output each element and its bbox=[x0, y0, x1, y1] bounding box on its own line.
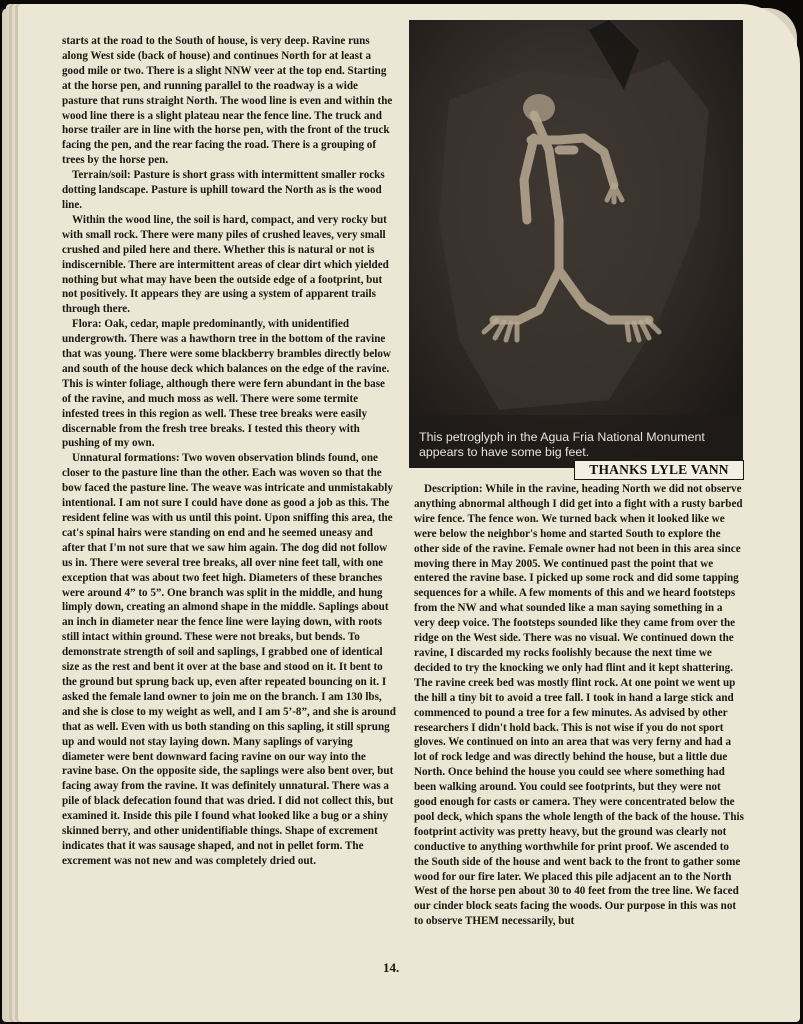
paragraph-description: Description: While in the ravine, heading North we did not observe anything abnormal although I did get into a fight with a rusty barbed wire fence. The fence won. We turned back when it looked like we were below the neighbor's home and started South to explore the other side of the ravine. Female owner had not been in this area since moving there in May 2005. We continued past the point that we entered the ravine base. I picked up some rock and did some tapping sequences for a while. A few moments of this and we heard footsteps from the NW and what sounded like a man saying something in a very deep voice. The footsteps sounded like they came from over the ridge on the West side. There was no visual. We continued down the ravine, I discarded my rocks foolishly because the next time we decided to try the knocking we only had flint and it kept shattering. The ravine creek bed was mostly flint rock. At one point we went up the hill a tiny bit to avoid a tree fall. I took in hand a large stick and commenced to pound a tree for a few minutes. As advised by other researchers I didn't hold back. This is not wise if you do not sport gloves. We continued on into an area that was very ferny and had a lot of rock ledge and was directly behind the house, but a little due North. Once behind the house you could see where something had been walking around. You could see footprints, but they were not good enough for casts or camera. They were concentrated below the pool deck, which spans the whole length of the back of the house. This footprint activity was pretty heavy, but the ground was clearly not conductive to anything worthwhile for print proof. We ascended to the South side of the house and went back to the front to gather some wood for our fire later. We placed this pile adjacent an to the North West of the horse pen about 30 to 40 feet from the tree line. We faced our cinder block seats facing the woods. Our purpose in this was not to observe THEM necessarily, but bbox=[414, 483, 744, 928]
paragraph-site-layout: starts at the road to the South of house, is very deep. Ravine runs along West side (back of house) and continues North for at least a good mile or two. There is a slight NNW veer at the top end. Starting at the horse pen, and running parallel to the roadway is a wide pasture that runs straight North. The wood line is even and within the wood line there is a slight plateau near the fence line. The truck and horse trailer are in line with the horse pen, with the front of the truck facing the pen, and the rear facing the road. There is a grouping of trees by the horse pen. bbox=[62, 35, 393, 167]
paragraph-unnatural-formations: Unnatural formations: Two woven observation blinds found, one closer to the pasture line than the other. Each was woven so that the bow faced the pasture line. The weave was intricate and unmistakably intentional. I am not sure I could have done as good a job as this. The resident feline was with us until this point. Upon sniffing this area, the cat's spinal hairs were standing on end and he seemed uneasy and after that I'm not sure that we saw him again. The dog did not follow us in. There were several tree breaks, all over nine feet tall, with one exception that was about two feet high. Diameters of these branches were around 4” to 5”. One branch was split in the middle, and hung limply down, creating an almond shape in the middle. Saplings about an inch in diameter near the fence line were laying down, with roots still intact within ground. These were not breaks, but bends. To demonstrate strength of soil and saplings, I grabbed one of identical size as the rest and bent it over at the base and stood on it. It bent to the ground but sprung back up, even after repeated bouncing on it. I asked the female land owner to join me on the branch. I am 130 lbs, and she is close to my weight as well, and I am 5’-8”, and she is around that as well. Even with us both standing on this sapling, it still sprung up and would not stay laying down. Many saplings of varying diameter were bent downward facing ravine on our way into the ravine base. On the opposite side, the saplings were also bent over, but facing away from the ravine. It was definitely unnatural. There was a pile of black defecation found that was dried. I did not collect this, but examined it. Inside this pile I found what looked like a bug or a shiny skinned berry, and other unidentifiable things. Shape of excrement indicates that it was sausage shaped, and not in pellet form. The excrement was not new and was completely dried out. bbox=[62, 452, 396, 867]
petroglyph-figure-icon bbox=[409, 20, 743, 468]
photo-credit-box: THANKS LYLE VANN bbox=[574, 460, 744, 480]
paragraph-wood-line: Within the wood line, the soil is hard, compact, and very rocky but with small rock. There were many piles of crushed leaves, very small crushed and piled here and there. Whether this is natural or not is indiscernible. There are intermittent areas of clear dirt which yielded nothing but what may have been the outside edge of a footprint, but not positively. It appears they are using a system of apparent trails through there. bbox=[62, 213, 389, 316]
paragraph-winter-foliage: This is winter foliage, although there were fern abundant in the base of the ravine, and much moss as well. There were some termite infested trees in this region as well. These tree breaks were easily discernable from the fresh tree breaks. I tested this theory with pushing of my own. bbox=[62, 377, 385, 450]
paragraph-flora: Flora: Oak, cedar, maple predominantly, with unidentified undergrowth. There was a hawthorn tree in the bottom of the ravine that was young. There were some blackberry brambles directly below and south of the house deck which balances on the edge of the ravine. bbox=[62, 318, 391, 375]
photo-caption: This petroglyph in the Agua Fria National Monument appears to have some big feet. bbox=[419, 430, 705, 459]
page-number: 14. bbox=[383, 960, 400, 975]
right-text-column bbox=[414, 482, 744, 929]
left-text-column bbox=[62, 34, 396, 869]
petroglyph-photo bbox=[409, 20, 743, 468]
paragraph-terrain: Terrain/soil: Pasture is short grass with intermittent smaller rocks dotting landscape. Pasture is uphill toward the North as is the wood line. bbox=[62, 169, 385, 211]
